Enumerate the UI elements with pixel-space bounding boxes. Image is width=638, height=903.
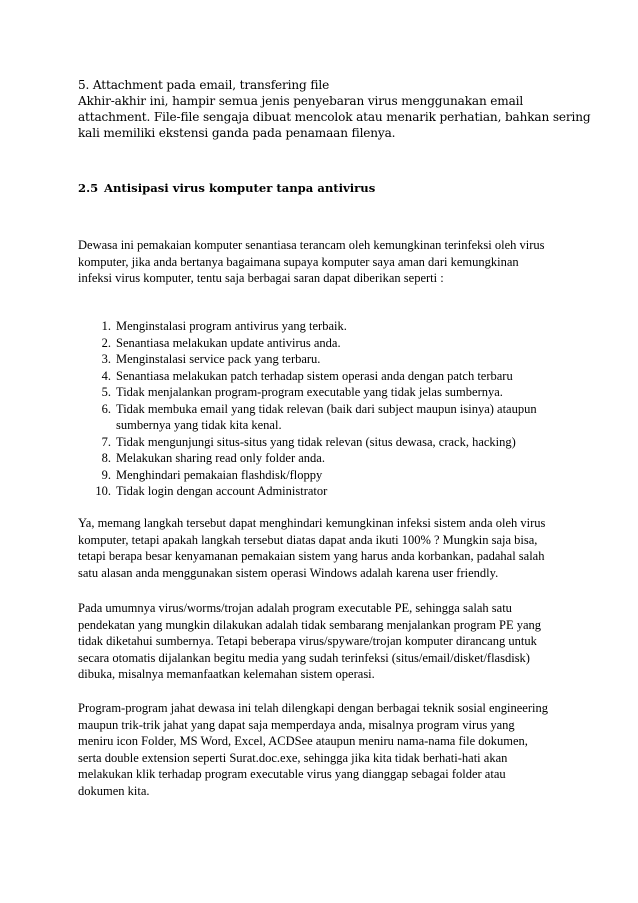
list-item-text: Senantiasa melakukan update antivirus anda. (116, 335, 341, 350)
paragraph-line: meniru icon Folder, MS Word, Excel, ACDSee ataupun meniru nama-nama file dokumen, (78, 734, 528, 748)
paragraph-line: secara otomatis dijalankan begitu media yang sudah terinfeksi (situs/email/disket/flasdisk) (78, 650, 530, 665)
paragraph-line: dokumen kita. (78, 783, 150, 798)
section-title: Antisipasi virus komputer tanpa antivirus (104, 181, 376, 195)
list-item-text: Menginstalasi service pack yang terbaru. (116, 352, 321, 366)
list-item-number: 8. (101, 451, 111, 465)
list-item (92, 434, 572, 451)
intro-line: infeksi virus komputer, tentu saja berbagai saran dapat diberikan seperti : (78, 271, 444, 285)
antivirus-steps-list (92, 318, 572, 500)
intro-paragraph (78, 237, 568, 287)
list-item-text: Menghindari pemakaian flashdisk/floppy (116, 467, 323, 482)
paragraph-line: maupun trik-trik jahat yang dapat saja memperdaya anda, misalnya program virus yang (78, 717, 515, 732)
attachment-heading: 5. Attachment pada email, transfering file (78, 78, 330, 92)
list-item (92, 351, 572, 368)
section-number: 2.5 (78, 181, 99, 195)
list-item (92, 450, 572, 467)
paragraph-line: komputer, tetapi apakah langkah tersebut diatas dapat anda ikuti 100% ? Mungkin saja bisa, (78, 532, 538, 547)
paragraph-line: Ya, memang langkah tersebut dapat menghindari kemungkinan infeksi sistem anda oleh virus (78, 516, 546, 530)
paragraph-line: melakukan klik terhadap program executable virus yang dianggap sebagai folder atau (78, 767, 506, 781)
list-item-text: Tidak mengunjungi situs-situs yang tidak relevan (situs dewasa, crack, hacking) (116, 434, 516, 449)
list-item-number: 9. (101, 467, 111, 482)
list-item-text: Senantiasa melakukan patch terhadap sistem operasi anda dengan patch terbaru (116, 368, 513, 383)
list-item (92, 335, 572, 352)
list-item-number: 6. (101, 401, 111, 416)
body-paragraph (78, 700, 568, 799)
list-item (92, 318, 572, 335)
paragraph-line: pendekatan yang mungkin dilakukan adalah tidak sembarang menjalankan program PE yang (78, 617, 542, 632)
list-item (92, 368, 572, 385)
list-item (92, 384, 572, 401)
section-heading (78, 180, 568, 196)
paragraph-line: tetapi berapa besar kenyamanan pemakaian sistem yang harus anda korbankan, padahal salah (78, 549, 545, 563)
body-paragraph (78, 515, 568, 581)
list-item (92, 483, 572, 500)
intro-line: komputer, jika anda bertanya bagaimana supaya komputer saya aman dari kemungkinan (78, 254, 519, 269)
list-item-text: Tidak membuka email yang tidak relevan (baik dari subject maupun isinya) ataupun (116, 401, 537, 416)
list-item-text: Tidak menjalankan program-program executable yang tidak jelas sumbernya. (116, 385, 503, 399)
attachment-text-line: attachment. File-file sengaja dibuat mencolok atau menarik perhatian, bahkan sering (78, 110, 591, 124)
paragraph-line: Pada umumnya virus/worms/trojan adalah program executable PE, sehingga salah satu (78, 601, 512, 615)
list-item-text: Melakukan sharing read only folder anda. (116, 451, 325, 465)
body-paragraph (78, 600, 568, 683)
paragraph-line: dibuka, misalnya memanfaatkan kelemahan sistem operasi. (78, 667, 375, 681)
list-item (92, 401, 572, 434)
attachment-paragraph (78, 77, 591, 141)
attachment-text-line: Akhir-akhir ini, hampir semua jenis penyebaran virus menggunakan email (78, 94, 524, 108)
paragraph-line: satu alasan anda menggunakan sistem operasi Windows adalah karena user friendly. (78, 565, 499, 580)
list-item-number: 1. (101, 319, 111, 333)
list-item (92, 467, 572, 484)
list-item-number: 10. (95, 484, 111, 498)
paragraph-line: Program-program jahat dewasa ini telah dilengkapi dengan berbagai teknik sosial engineering (78, 701, 548, 715)
intro-line: Dewasa ini pemakaian komputer senantiasa terancam oleh kemungkinan terinfeksi oleh virus (78, 238, 545, 252)
list-item-text-continued: sumbernya yang tidak kita kenal. (116, 418, 282, 432)
paragraph-line: serta double extension seperti Surat.doc.exe, sehingga jika kita tidak berhati-hati akan (78, 750, 508, 765)
attachment-text-line: kali memiliki ekstensi ganda pada penamaan filenya. (78, 126, 396, 140)
list-item-number: 4. (101, 368, 111, 383)
paragraph-line: tidak diketahui sumbernya. Tetapi beberapa virus/spyware/trojan komputer dirancang untuk (78, 634, 537, 648)
list-item-number: 3. (101, 352, 111, 366)
list-item-text: Menginstalasi program antivirus yang terbaik. (116, 319, 347, 333)
list-item-number: 2. (101, 335, 111, 350)
list-item-text: Tidak login dengan account Administrator (116, 484, 328, 498)
list-item-number: 7. (101, 434, 111, 449)
list-item-number: 5. (101, 385, 111, 399)
